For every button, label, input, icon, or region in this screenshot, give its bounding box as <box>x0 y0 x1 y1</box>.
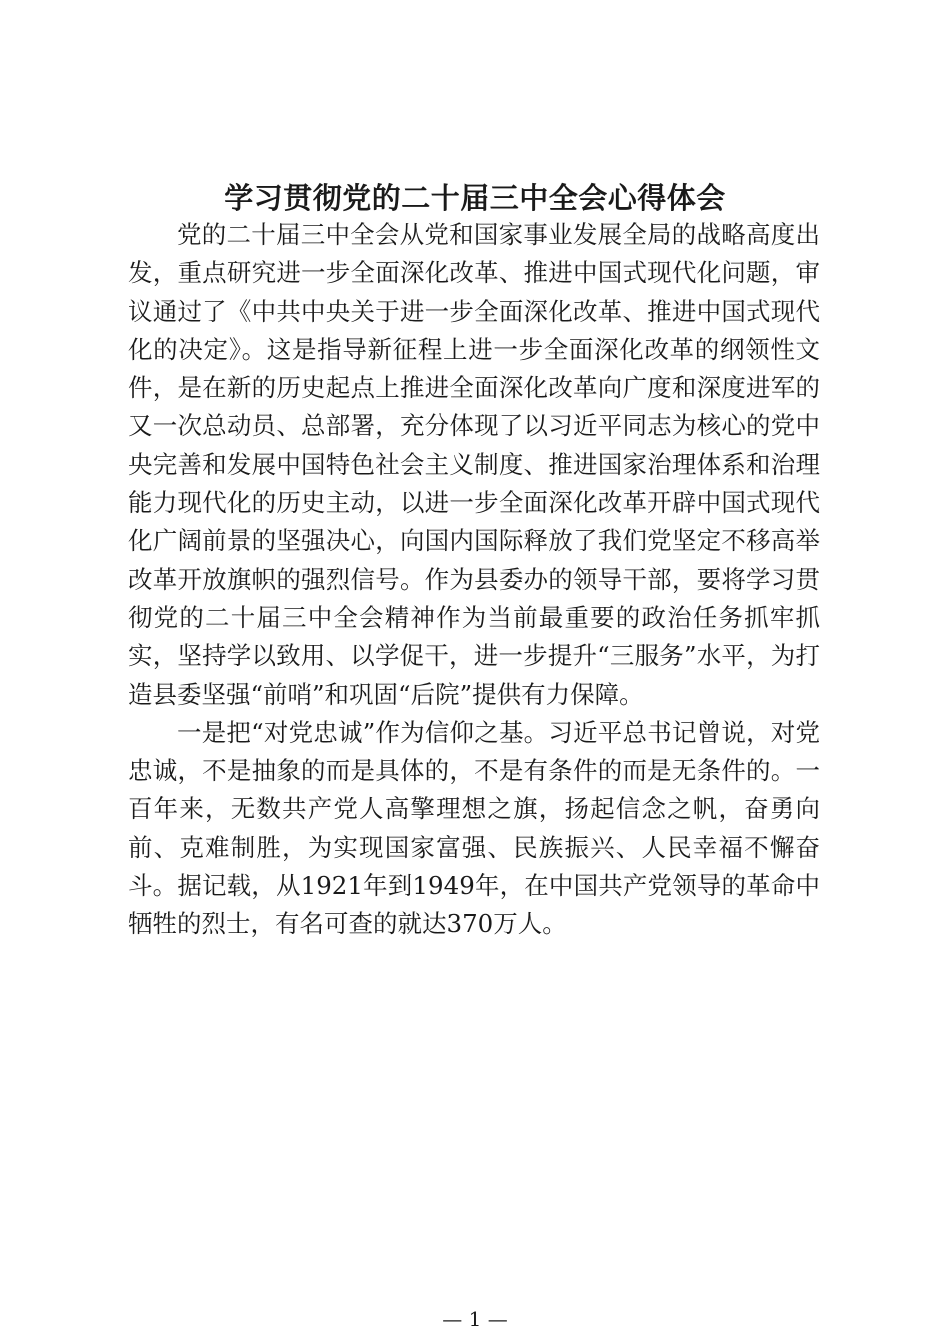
page-number: — 1 — <box>442 1307 508 1331</box>
paragraph-intro: 党的二十届三中全会从党和国家事业发展全局的战略高度出发，重点研究进一步全面深化改革、推进中国式现代化问题，审议通过了《中共中央关于进一步全面深化改革、推进中国式现代化的决定》。这是指导新征程上进一步全面深化改革的纲领性文件，是在新的历史起点上推进全面深化改革向广度和深度进军的又一次总动员、总部署，充分体现了以习近平同志为核心的党中央完善和发展中国特色社会主义制度、推进国家治理体系和治理能力现代化的历史主动，以进一步全面深化改革开辟中国式现代化广阔前景的坚强决心，向国内国际释放了我们党坚定不移高举改革开放旗帜的强烈信号。作为县委办的领导干部，要将学习贯彻党的二十届三中全会精神作为当前最重要的政治任务抓牢抓实，坚持学以致用、以学促干，进一步提升“三服务”水平，为打造县委坚强“前哨”和巩固“后院”提供有力保障。 <box>128 220 820 709</box>
paragraph-loyalty: 一是把“对党忠诚”作为信仰之基。习近平总书记曾说，对党忠诚，不是抽象的而是具体的，不是有条件的而是无条件的。一百年来，无数共产党人高擎理想之旗，扬起信念之帆，奋勇向前、克难制胜，为实现国家富强、民族振兴、人民幸福不懈奋斗。据记载，从1921年到1949年，在中国共产党领导的革命中牺牲的烈士，有名可查的就达370万人。 <box>128 717 820 939</box>
document-body <box>128 216 820 944</box>
document-title: 学习贯彻党的二十届三中全会心得体会 <box>224 181 726 215</box>
